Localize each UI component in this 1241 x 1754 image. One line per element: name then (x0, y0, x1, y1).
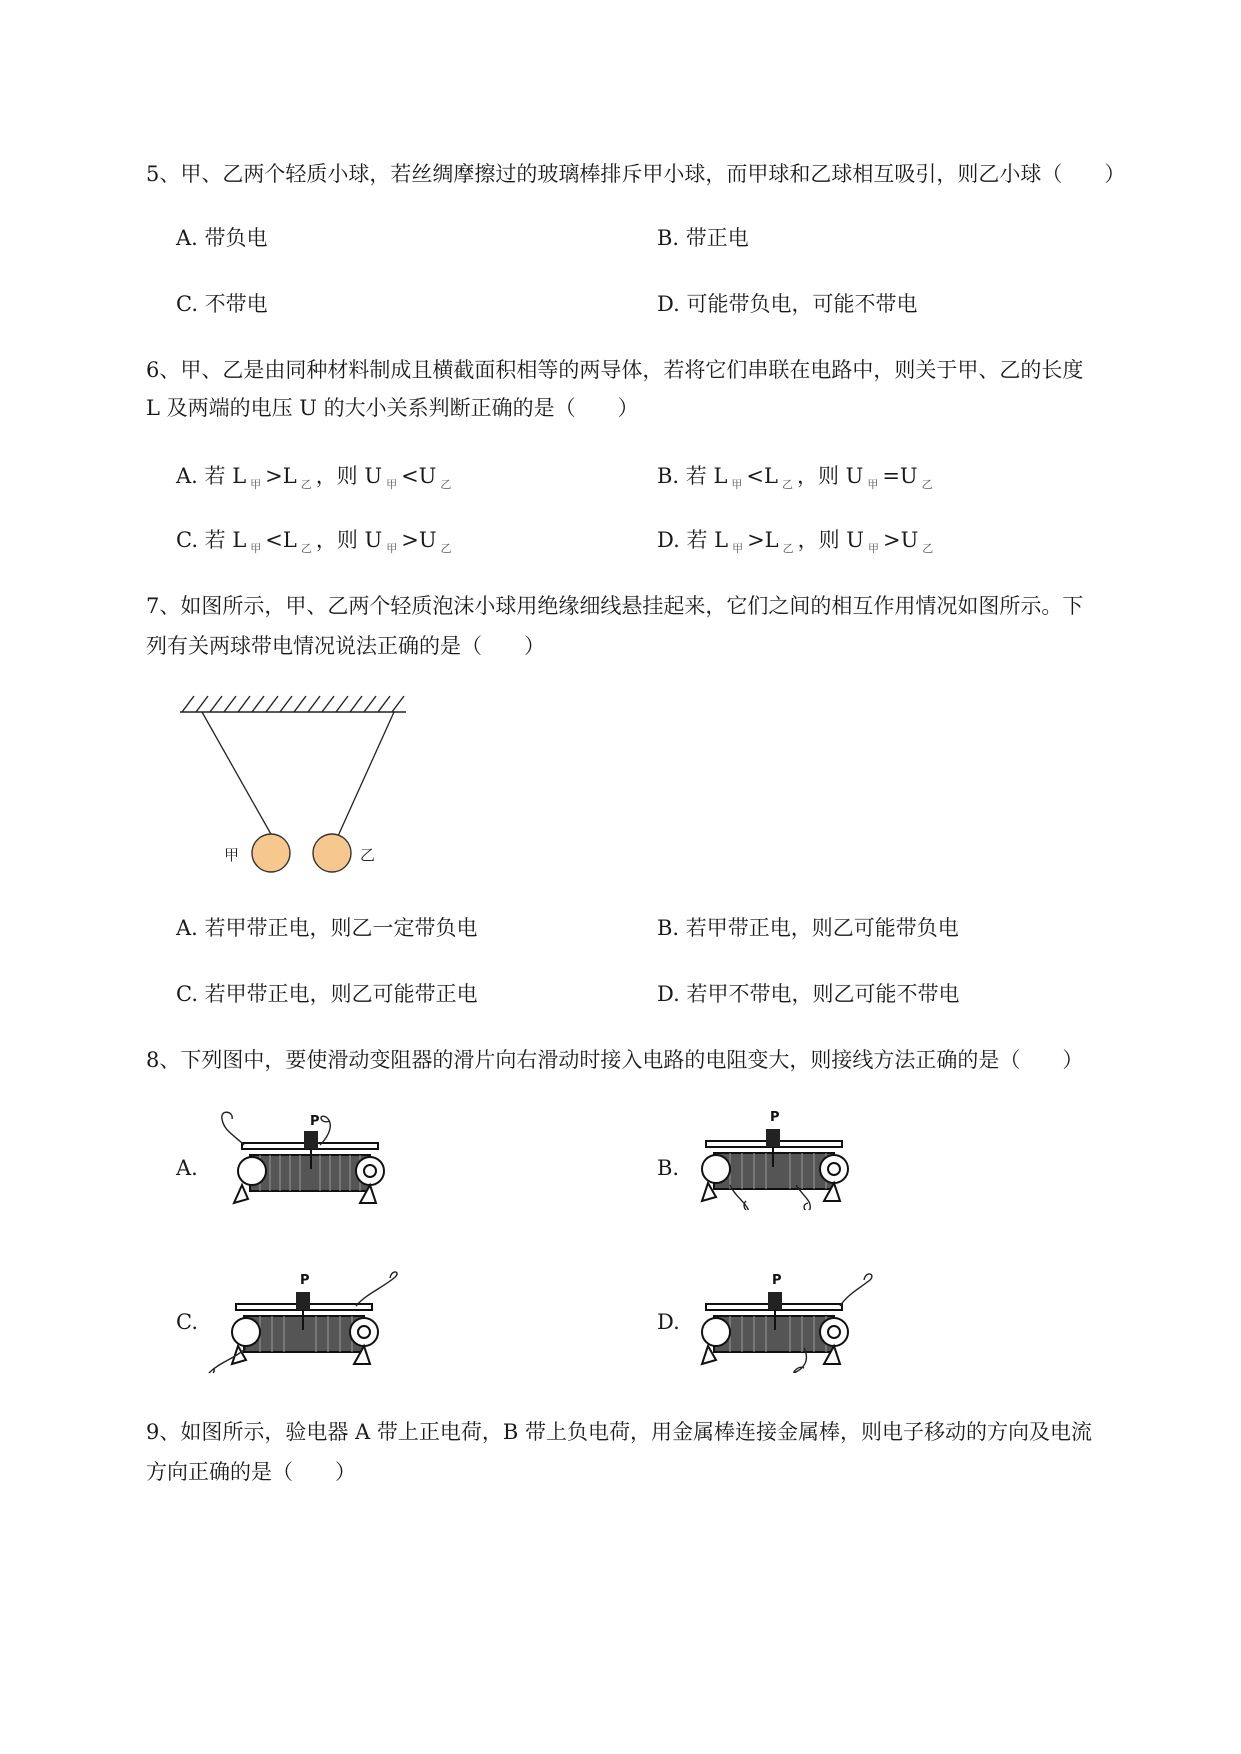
rheostat-figure-a (220, 1105, 400, 1210)
q7-pendulum-figure (170, 690, 410, 880)
right-thread (338, 712, 394, 836)
left-thread (202, 712, 272, 836)
q6-stem-line1: 6、甲、乙是由同种材料制成且横截面积相等的两导体，若将它们串联在电路中，则关于甲、乙的长度 (146, 358, 1084, 382)
q5-option-a: A. 带负电 (176, 226, 268, 250)
ceiling-hatch (180, 696, 406, 712)
q7-option-a: A. 若甲带正电，则乙一定带负电 (176, 916, 478, 940)
q9-stem-line2: 方向正确的是（ ） (146, 1460, 356, 1484)
q7-option-c: C. 若甲带正电，则乙可能带正电 (176, 982, 478, 1006)
ball-jia (252, 834, 290, 872)
q7-stem-line2: 列有关两球带电情况说法正确的是（ ） (146, 634, 545, 658)
q8-option-a-label: A. (176, 1156, 198, 1180)
q5-option-c: C. 不带电 (176, 292, 268, 316)
q8-option-c-label: C. (176, 1310, 198, 1334)
q7-option-d: D. 若甲不带电，则乙可能不带电 (657, 982, 960, 1006)
q6-stem-line2: L 及两端的电压 U 的大小关系判断正确的是（ ） (146, 396, 639, 420)
svg-text:P: P (770, 1110, 780, 1125)
q7-option-b: B. 若甲带正电，则乙可能带负电 (657, 916, 959, 940)
q6-option-d: D. 若 L $_甲$ >L $_乙$ ，则 U $_甲$ >U $_乙$ (657, 528, 934, 555)
q9-stem-line1: 9、如图所示，验电器 A 带上正电荷，B 带上负电荷，用金属棒连接金属棒，则电子移动的方向及电流 (146, 1420, 1092, 1444)
q6-option-c: C. 若 L $_甲$ <L $_乙$ ，则 U $_甲$ >U $_乙$ (176, 528, 452, 555)
q8-stem: 8、下列图中，要使滑动变阻器的滑片向右滑动时接入电路的电阻变大，则接线方法正确的是（ ） (146, 1048, 1084, 1072)
q6-option-a: A. 若 L $_甲$ >L $_乙$ ，则 U $_甲$ <U $_乙$ (176, 464, 452, 491)
label-yi: 乙 (360, 846, 376, 864)
rheostat-figure-b (700, 1105, 880, 1210)
q8-option-d-label: D. (657, 1310, 680, 1334)
q7-stem-line1: 7、如图所示，甲、乙两个轻质泡沫小球用绝缘细线悬挂起来，它们之间的相互作用情况如图所示。下 (146, 594, 1084, 618)
q8-option-b-label: B. (657, 1156, 680, 1180)
svg-text:P: P (772, 1273, 782, 1288)
label-jia: 甲 (224, 846, 240, 864)
svg-text:P: P (310, 1114, 320, 1129)
rheostat-figure-c (206, 1268, 406, 1373)
q6-option-b: B. 若 L $_甲$ <L $_乙$ ，则 U $_甲$ =U $_乙$ (657, 464, 933, 491)
svg-text:P: P (300, 1273, 310, 1288)
rheostat-figure-d (700, 1268, 880, 1373)
q5-stem: 5、甲、乙两个轻质小球，若丝绸摩擦过的玻璃棒排斥甲小球，而甲球和乙球相互吸引，则乙小球（ ） (146, 162, 1126, 186)
ball-yi (313, 834, 351, 872)
q5-option-b: B. 带正电 (657, 226, 749, 250)
q5-option-d: D. 可能带负电，可能不带电 (657, 292, 918, 316)
